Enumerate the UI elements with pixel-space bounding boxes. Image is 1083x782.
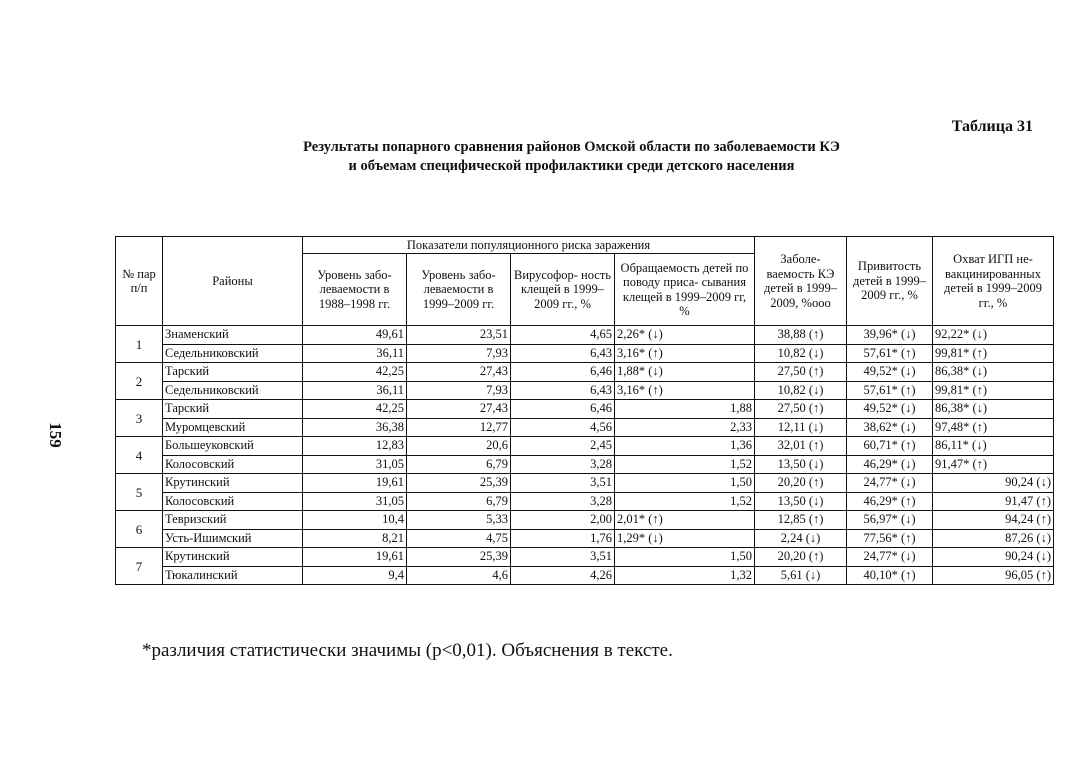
igp-coverage-cell: 94,24 (↑) bbox=[933, 511, 1054, 530]
incidence-children-cell: 20,20 (↑) bbox=[755, 548, 847, 567]
header-district: Районы bbox=[163, 237, 303, 326]
incidence-1999-cell: 25,39 bbox=[407, 474, 511, 493]
incidence-children-cell: 13,50 (↓) bbox=[755, 455, 847, 474]
igp-coverage-cell: 99,81* (↑) bbox=[933, 381, 1054, 400]
header-incidence-1999: Уровень забо- леваемости в 1999–2009 гг. bbox=[407, 254, 511, 326]
igp-coverage-cell: 90,24 (↓) bbox=[933, 548, 1054, 567]
igp-coverage-cell: 87,26 (↓) bbox=[933, 529, 1054, 548]
incidence-children-cell: 27,50 (↑) bbox=[755, 363, 847, 382]
vaccination-cell: 40,10* (↑) bbox=[847, 566, 933, 585]
table-header bbox=[116, 237, 1054, 326]
incidence-1999-cell: 25,39 bbox=[407, 548, 511, 567]
igp-coverage-cell: 96,05 (↑) bbox=[933, 566, 1054, 585]
tick-virus-cell: 6,46 bbox=[511, 400, 615, 419]
vaccination-cell: 57,61* (↑) bbox=[847, 381, 933, 400]
table-row bbox=[116, 400, 1054, 419]
district-cell: Седельниковский bbox=[163, 381, 303, 400]
table-row bbox=[116, 363, 1054, 382]
incidence-1999-cell: 20,6 bbox=[407, 437, 511, 456]
pair-number-cell: 4 bbox=[116, 437, 163, 474]
incidence-1999-cell: 6,79 bbox=[407, 492, 511, 511]
incidence-1988-cell: 19,61 bbox=[303, 548, 407, 567]
header-tick-bites: Обращаемость детей по поводу приса- сывания клещей в 1999–2009 гг, % bbox=[615, 254, 755, 326]
incidence-children-cell: 12,85 (↑) bbox=[755, 511, 847, 530]
table-title bbox=[0, 138, 1083, 176]
header-incidence-children: Заболе- ваемость КЭ детей в 1999–2009, %ооо bbox=[755, 237, 847, 326]
table-label: Таблица 31 bbox=[951, 118, 1033, 135]
incidence-1999-cell: 4,75 bbox=[407, 529, 511, 548]
vaccination-cell: 39,96* (↓) bbox=[847, 326, 933, 345]
incidence-1988-cell: 36,38 bbox=[303, 418, 407, 437]
table-row bbox=[116, 474, 1054, 493]
tick-virus-cell: 4,56 bbox=[511, 418, 615, 437]
table-body bbox=[116, 326, 1054, 585]
incidence-children-cell: 32,01 (↑) bbox=[755, 437, 847, 456]
tick-virus-cell: 4,26 bbox=[511, 566, 615, 585]
incidence-1988-cell: 49,61 bbox=[303, 326, 407, 345]
incidence-1999-cell: 7,93 bbox=[407, 381, 511, 400]
title-line-2: и объемам специфической профилактики среди детского населения bbox=[348, 158, 795, 174]
tick-virus-cell: 2,00 bbox=[511, 511, 615, 530]
incidence-1988-cell: 8,21 bbox=[303, 529, 407, 548]
igp-coverage-cell: 99,81* (↑) bbox=[933, 344, 1054, 363]
incidence-children-cell: 10,82 (↓) bbox=[755, 381, 847, 400]
tick-bites-cell: 2,33 bbox=[615, 418, 755, 437]
district-cell: Крутинский bbox=[163, 548, 303, 567]
tick-bites-cell: 3,16* (↑) bbox=[615, 381, 755, 400]
tick-bites-cell: 1,88* (↓) bbox=[615, 363, 755, 382]
table-row bbox=[116, 492, 1054, 511]
vaccination-cell: 56,97* (↓) bbox=[847, 511, 933, 530]
vaccination-cell: 57,61* (↑) bbox=[847, 344, 933, 363]
incidence-children-cell: 13,50 (↓) bbox=[755, 492, 847, 511]
table-row bbox=[116, 548, 1054, 567]
tick-virus-cell: 3,51 bbox=[511, 548, 615, 567]
incidence-children-cell: 10,82 (↓) bbox=[755, 344, 847, 363]
incidence-1988-cell: 9,4 bbox=[303, 566, 407, 585]
tick-virus-cell: 2,45 bbox=[511, 437, 615, 456]
header-igp-coverage: Охват ИГП не- вакцинированных детей в 1999–2009 гг., % bbox=[933, 237, 1054, 326]
tick-bites-cell: 1,50 bbox=[615, 474, 755, 493]
incidence-1999-cell: 5,33 bbox=[407, 511, 511, 530]
table-row bbox=[116, 381, 1054, 400]
incidence-children-cell: 12,11 (↓) bbox=[755, 418, 847, 437]
incidence-1988-cell: 36,11 bbox=[303, 344, 407, 363]
vaccination-cell: 46,29* (↑) bbox=[847, 492, 933, 511]
tick-virus-cell: 3,28 bbox=[511, 455, 615, 474]
tick-virus-cell: 6,43 bbox=[511, 344, 615, 363]
vaccination-cell: 24,77* (↓) bbox=[847, 548, 933, 567]
district-cell: Седельниковский bbox=[163, 344, 303, 363]
tick-virus-cell: 3,51 bbox=[511, 474, 615, 493]
igp-coverage-cell: 97,48* (↑) bbox=[933, 418, 1054, 437]
igp-coverage-cell: 91,47 (↑) bbox=[933, 492, 1054, 511]
vaccination-cell: 46,29* (↓) bbox=[847, 455, 933, 474]
vaccination-cell: 60,71* (↑) bbox=[847, 437, 933, 456]
district-cell: Колосовский bbox=[163, 455, 303, 474]
incidence-1988-cell: 19,61 bbox=[303, 474, 407, 493]
incidence-children-cell: 2,24 (↓) bbox=[755, 529, 847, 548]
incidence-children-cell: 5,61 (↓) bbox=[755, 566, 847, 585]
igp-coverage-cell: 90,24 (↓) bbox=[933, 474, 1054, 493]
vaccination-cell: 49,52* (↓) bbox=[847, 400, 933, 419]
tick-virus-cell: 6,46 bbox=[511, 363, 615, 382]
table-row bbox=[116, 326, 1054, 345]
pair-number-cell: 2 bbox=[116, 363, 163, 400]
vaccination-cell: 49,52* (↓) bbox=[847, 363, 933, 382]
table-row bbox=[116, 529, 1054, 548]
district-cell: Тарский bbox=[163, 363, 303, 382]
igp-coverage-cell: 92,22* (↓) bbox=[933, 326, 1054, 345]
tick-bites-cell: 3,16* (↑) bbox=[615, 344, 755, 363]
table-row bbox=[116, 511, 1054, 530]
tick-virus-cell: 4,65 bbox=[511, 326, 615, 345]
incidence-1988-cell: 42,25 bbox=[303, 363, 407, 382]
incidence-1988-cell: 42,25 bbox=[303, 400, 407, 419]
tick-bites-cell: 1,29* (↓) bbox=[615, 529, 755, 548]
incidence-1988-cell: 36,11 bbox=[303, 381, 407, 400]
tick-bites-cell: 1,32 bbox=[615, 566, 755, 585]
header-pair-number: № пар п/п bbox=[116, 237, 163, 326]
tick-bites-cell: 1,36 bbox=[615, 437, 755, 456]
incidence-children-cell: 20,20 (↑) bbox=[755, 474, 847, 493]
pair-number-cell: 7 bbox=[116, 548, 163, 585]
vaccination-cell: 77,56* (↑) bbox=[847, 529, 933, 548]
tick-virus-cell: 3,28 bbox=[511, 492, 615, 511]
district-cell: Муромцевский bbox=[163, 418, 303, 437]
district-cell: Крутинский bbox=[163, 474, 303, 493]
district-cell: Большеуковский bbox=[163, 437, 303, 456]
incidence-1999-cell: 7,93 bbox=[407, 344, 511, 363]
incidence-1988-cell: 12,83 bbox=[303, 437, 407, 456]
incidence-children-cell: 27,50 (↑) bbox=[755, 400, 847, 419]
tick-virus-cell: 6,43 bbox=[511, 381, 615, 400]
tick-bites-cell: 2,01* (↑) bbox=[615, 511, 755, 530]
header-vaccination: Привитость детей в 1999–2009 гг., % bbox=[847, 237, 933, 326]
table-row bbox=[116, 455, 1054, 474]
vaccination-cell: 38,62* (↓) bbox=[847, 418, 933, 437]
incidence-1988-cell: 31,05 bbox=[303, 492, 407, 511]
district-cell: Знаменский bbox=[163, 326, 303, 345]
incidence-1999-cell: 6,79 bbox=[407, 455, 511, 474]
incidence-1999-cell: 27,43 bbox=[407, 400, 511, 419]
incidence-1999-cell: 12,77 bbox=[407, 418, 511, 437]
table-row bbox=[116, 437, 1054, 456]
footnote: *различия статистически значимы (р<0,01). Объяснения в тексте. bbox=[142, 640, 673, 661]
district-cell: Усть-Ишимский bbox=[163, 529, 303, 548]
title-line-1: Результаты попарного сравнения районов Омской области по заболеваемости КЭ bbox=[303, 139, 840, 155]
district-cell: Колосовский bbox=[163, 492, 303, 511]
incidence-1988-cell: 10,4 bbox=[303, 511, 407, 530]
igp-coverage-cell: 86,11* (↓) bbox=[933, 437, 1054, 456]
page-number: 159 bbox=[45, 422, 65, 448]
header-risk-group: Показатели популяционного риска заражения bbox=[303, 237, 755, 254]
incidence-1999-cell: 4,6 bbox=[407, 566, 511, 585]
tick-bites-cell: 1,52 bbox=[615, 492, 755, 511]
tick-bites-cell: 1,50 bbox=[615, 548, 755, 567]
comparison-table bbox=[115, 236, 1054, 585]
table-row bbox=[116, 344, 1054, 363]
pair-number-cell: 1 bbox=[116, 326, 163, 363]
igp-coverage-cell: 86,38* (↓) bbox=[933, 400, 1054, 419]
incidence-1999-cell: 23,51 bbox=[407, 326, 511, 345]
district-cell: Тюкалинский bbox=[163, 566, 303, 585]
table-row bbox=[116, 566, 1054, 585]
igp-coverage-cell: 86,38* (↓) bbox=[933, 363, 1054, 382]
pair-number-cell: 5 bbox=[116, 474, 163, 511]
tick-bites-cell: 2,26* (↓) bbox=[615, 326, 755, 345]
incidence-1999-cell: 27,43 bbox=[407, 363, 511, 382]
incidence-children-cell: 38,88 (↑) bbox=[755, 326, 847, 345]
district-cell: Тевризский bbox=[163, 511, 303, 530]
pair-number-cell: 6 bbox=[116, 511, 163, 548]
header-tick-virus: Вирусофор- ность клещей в 1999–2009 гг., % bbox=[511, 254, 615, 326]
pair-number-cell: 3 bbox=[116, 400, 163, 437]
incidence-1988-cell: 31,05 bbox=[303, 455, 407, 474]
igp-coverage-cell: 91,47* (↑) bbox=[933, 455, 1054, 474]
header-incidence-1988: Уровень забо- леваемости в 1988–1998 гг. bbox=[303, 254, 407, 326]
tick-bites-cell: 1,88 bbox=[615, 400, 755, 419]
district-cell: Тарский bbox=[163, 400, 303, 419]
tick-virus-cell: 1,76 bbox=[511, 529, 615, 548]
tick-bites-cell: 1,52 bbox=[615, 455, 755, 474]
table-row bbox=[116, 418, 1054, 437]
vaccination-cell: 24,77* (↓) bbox=[847, 474, 933, 493]
